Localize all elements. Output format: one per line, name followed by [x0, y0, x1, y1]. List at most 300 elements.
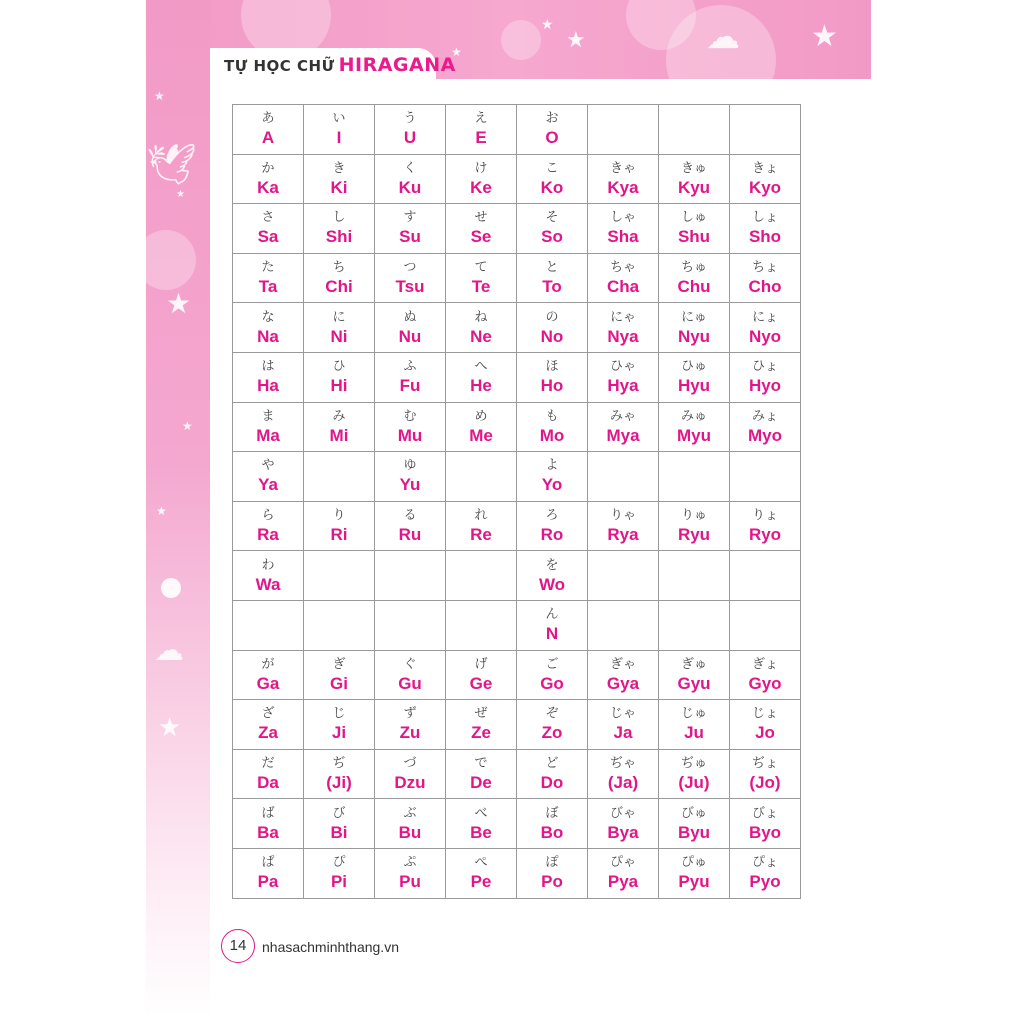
hiragana-character: ちゃ — [609, 260, 636, 276]
kana-cell — [446, 848, 517, 898]
kana-cell — [588, 700, 659, 750]
table-row — [233, 799, 801, 849]
kana-cell — [588, 799, 659, 849]
hiragana-character: び — [332, 805, 346, 821]
kana-cell — [730, 154, 801, 204]
romaji-reading: Pa — [257, 872, 279, 892]
kana-cell — [730, 501, 801, 551]
hiragana-character — [304, 457, 374, 474]
star-icon: ★ — [566, 28, 586, 53]
hiragana-character: ぢ — [332, 756, 346, 772]
hiragana-character: きょ — [751, 160, 778, 176]
kana-cell — [730, 452, 801, 502]
hiragana-character: ば — [261, 805, 275, 821]
star-icon: ★ — [158, 713, 182, 743]
kana-cell — [659, 402, 730, 452]
hiragana-character: にゃ — [610, 309, 636, 325]
romaji-reading: To — [542, 277, 562, 297]
romaji-reading — [304, 623, 374, 644]
hiragana-character: りゅ — [680, 508, 707, 524]
hiragana-character: が — [261, 656, 275, 672]
kana-cell — [517, 799, 588, 849]
kana-cell — [233, 650, 304, 700]
romaji-reading: Ryu — [677, 525, 711, 545]
hiragana-character — [659, 110, 729, 127]
hiragana-character: る — [403, 508, 417, 524]
hiragana-character: ちゅ — [680, 260, 707, 276]
romaji-reading: Na — [257, 326, 279, 346]
romaji-reading: Sho — [748, 227, 782, 247]
romaji-reading: Za — [258, 723, 278, 743]
kana-cell — [375, 105, 446, 155]
romaji-reading: No — [540, 326, 564, 346]
kana-cell — [517, 402, 588, 452]
romaji-reading: Yu — [399, 475, 421, 495]
hiragana-character: を — [545, 557, 559, 573]
table-row — [233, 551, 801, 601]
hiragana-character — [730, 110, 800, 127]
romaji-reading: Cha — [606, 277, 640, 297]
romaji-reading: Nyu — [677, 326, 711, 346]
kana-cell — [659, 551, 730, 601]
hiragana-character: わ — [261, 557, 275, 573]
kana-cell — [588, 749, 659, 799]
romaji-reading: Pu — [399, 872, 421, 892]
kana-cell — [233, 600, 304, 650]
kana-cell — [659, 204, 730, 254]
romaji-reading: I — [336, 128, 342, 148]
kana-cell — [588, 551, 659, 601]
romaji-reading: Rya — [607, 525, 639, 545]
hiragana-character: の — [545, 309, 559, 325]
hiragana-character: ひょ — [751, 359, 778, 375]
kana-cell — [446, 551, 517, 601]
hiragana-character: りょ — [751, 508, 778, 524]
kana-cell — [730, 204, 801, 254]
hiragana-character: げ — [474, 656, 488, 672]
kana-cell — [233, 253, 304, 303]
website-label: nhasachminhthang.vn — [262, 939, 399, 955]
hiragana-character: つ — [403, 260, 417, 276]
kana-cell — [517, 452, 588, 502]
hiragana-character — [233, 606, 303, 623]
hiragana-character: む — [403, 408, 417, 424]
romaji-reading — [233, 623, 303, 644]
kana-cell — [659, 253, 730, 303]
romaji-reading: Po — [541, 872, 563, 892]
romaji-reading: Zu — [399, 723, 421, 743]
kana-cell — [588, 105, 659, 155]
romaji-reading: Ha — [257, 376, 279, 396]
kana-cell — [375, 303, 446, 353]
romaji-reading: Myu — [677, 425, 711, 445]
kana-cell — [446, 253, 517, 303]
kana-cell — [233, 799, 304, 849]
romaji-reading: Jo — [755, 723, 775, 743]
hiragana-character: ぞ — [545, 706, 559, 722]
kana-cell — [304, 650, 375, 700]
hiragana-character: い — [332, 111, 346, 127]
star-icon: ★ — [541, 17, 554, 33]
hiragana-character: りゃ — [609, 508, 636, 524]
kana-cell — [588, 848, 659, 898]
hiragana-character: ふ — [403, 359, 417, 375]
hiragana-character: ず — [403, 706, 417, 722]
hiragana-character: みゅ — [680, 408, 707, 424]
romaji-reading: Shi — [325, 227, 353, 247]
hiragana-character: ぎょ — [751, 656, 778, 672]
kana-cell — [730, 848, 801, 898]
romaji-reading — [659, 623, 729, 644]
romaji-reading: Pyo — [749, 872, 781, 892]
hiragana-character: け — [474, 160, 488, 176]
kana-cell — [446, 600, 517, 650]
table-row — [233, 749, 801, 799]
hiragana-character: ひゅ — [680, 359, 707, 375]
kana-cell — [659, 650, 730, 700]
romaji-reading: Go — [540, 673, 564, 693]
kana-cell — [730, 253, 801, 303]
romaji-reading: Se — [470, 227, 492, 247]
star-icon: ★ — [176, 189, 185, 200]
hiragana-character: ゆ — [403, 458, 417, 474]
romaji-reading: Dzu — [394, 773, 426, 793]
hiragana-character: びゅ — [680, 805, 707, 821]
kana-cell — [304, 352, 375, 402]
hiragana-character: ひ — [332, 359, 346, 375]
kana-cell — [304, 799, 375, 849]
cloud-icon: ☁ — [154, 633, 184, 668]
romaji-reading — [588, 623, 658, 644]
hiragana-character: な — [261, 309, 275, 325]
romaji-reading: Wo — [538, 574, 566, 594]
kana-cell — [446, 501, 517, 551]
star-icon: ★ — [451, 45, 462, 59]
romaji-reading — [446, 474, 516, 495]
hiragana-character — [730, 457, 800, 474]
kana-cell — [517, 352, 588, 402]
kana-cell — [233, 551, 304, 601]
table-row — [233, 452, 801, 502]
romaji-reading: Me — [469, 425, 493, 445]
kana-cell — [233, 204, 304, 254]
hiragana-character: ど — [545, 756, 559, 772]
romaji-reading — [730, 623, 800, 644]
page-title — [224, 54, 456, 82]
kana-cell — [659, 303, 730, 353]
kana-cell — [517, 749, 588, 799]
hiragana-character: じょ — [751, 706, 778, 722]
kana-cell — [446, 799, 517, 849]
hiragana-character — [730, 606, 800, 623]
romaji-reading: Be — [470, 822, 492, 842]
hiragana-character — [659, 606, 729, 623]
romaji-reading — [588, 127, 658, 148]
hiragana-character — [304, 606, 374, 623]
romaji-reading: Hyu — [677, 376, 711, 396]
hiragana-character — [446, 606, 516, 623]
kana-cell — [659, 501, 730, 551]
romaji-reading — [730, 127, 800, 148]
hiragana-character: ぐ — [403, 656, 417, 672]
hiragana-character — [588, 110, 658, 127]
romaji-reading: Re — [470, 525, 492, 545]
kana-cell — [375, 650, 446, 700]
hiragana-character: く — [403, 160, 417, 176]
hiragana-character: ぼ — [545, 805, 559, 821]
kana-cell — [446, 452, 517, 502]
kana-cell — [588, 253, 659, 303]
hiragana-character: きゃ — [609, 160, 636, 176]
kana-cell — [304, 303, 375, 353]
kana-cell — [446, 650, 517, 700]
romaji-reading — [446, 623, 516, 644]
hiragana-character: え — [474, 111, 488, 127]
romaji-reading: Hya — [607, 376, 639, 396]
romaji-reading: Pyu — [678, 872, 710, 892]
hiragana-character: ぷ — [403, 855, 417, 871]
hiragana-character: ぴゅ — [680, 855, 707, 871]
romaji-reading: Ma — [256, 425, 280, 445]
romaji-reading: Gya — [606, 673, 640, 693]
romaji-reading: Chi — [325, 277, 353, 297]
hiragana-character: じゃ — [609, 706, 636, 722]
kana-cell — [375, 452, 446, 502]
romaji-reading: Kyo — [748, 177, 782, 197]
hiragana-character: あ — [261, 111, 275, 127]
kana-cell — [517, 303, 588, 353]
hiragana-character: き — [332, 160, 346, 176]
romaji-reading — [446, 574, 516, 595]
romaji-reading: Ga — [256, 673, 280, 693]
hiragana-character: ぜ — [474, 706, 488, 722]
hiragana-character: ぴゃ — [609, 855, 636, 871]
hiragana-character: じゅ — [680, 706, 707, 722]
kana-cell — [588, 204, 659, 254]
kana-cell — [304, 402, 375, 452]
hiragana-character: にょ — [752, 309, 778, 325]
kana-cell — [446, 105, 517, 155]
romaji-reading: Ge — [469, 673, 493, 693]
romaji-reading: E — [475, 128, 487, 148]
kana-cell — [659, 452, 730, 502]
kana-cell — [233, 154, 304, 204]
hiragana-character: しゅ — [680, 210, 707, 226]
romaji-reading — [375, 574, 445, 595]
kana-cell — [588, 650, 659, 700]
romaji-reading: Ki — [330, 177, 348, 197]
hiragana-character: ら — [261, 508, 275, 524]
hiragana-character: お — [545, 111, 559, 127]
romaji-reading: A — [261, 128, 275, 148]
hiragana-character — [588, 457, 658, 474]
hiragana-character: や — [261, 458, 275, 474]
hiragana-character: じ — [332, 706, 346, 722]
hiragana-table — [232, 104, 801, 899]
romaji-reading: Kya — [607, 177, 639, 197]
kana-cell — [730, 402, 801, 452]
table-row — [233, 303, 801, 353]
kana-cell — [375, 154, 446, 204]
romaji-reading: Su — [399, 227, 421, 247]
kana-cell — [233, 352, 304, 402]
romaji-reading: Myo — [748, 425, 782, 445]
romaji-reading: Chu — [677, 277, 711, 297]
kana-cell — [730, 551, 801, 601]
kana-cell — [304, 600, 375, 650]
hiragana-character: ほ — [545, 359, 559, 375]
romaji-reading: Sa — [257, 227, 279, 247]
table-row — [233, 501, 801, 551]
romaji-reading: Gyu — [677, 673, 711, 693]
romaji-reading: So — [541, 227, 563, 247]
kana-cell — [588, 600, 659, 650]
romaji-reading: Ta — [258, 277, 278, 297]
table-row — [233, 848, 801, 898]
romaji-reading — [730, 474, 800, 495]
romaji-reading: Yo — [541, 475, 563, 495]
kana-cell — [517, 600, 588, 650]
romaji-reading: Hyo — [748, 376, 782, 396]
romaji-reading: Cho — [748, 277, 782, 297]
romaji-reading: He — [470, 376, 492, 396]
hiragana-character — [588, 557, 658, 574]
romaji-reading: Nu — [398, 326, 422, 346]
hiragana-character — [659, 557, 729, 574]
romaji-reading — [730, 574, 800, 595]
romaji-reading: Ze — [471, 723, 491, 743]
romaji-reading: Shu — [677, 227, 711, 247]
romaji-reading: Fu — [399, 376, 421, 396]
hiragana-character: は — [261, 359, 275, 375]
table-row — [233, 352, 801, 402]
kana-cell — [730, 303, 801, 353]
romaji-reading: Byo — [748, 822, 782, 842]
kana-cell — [375, 352, 446, 402]
hiragana-character: ちょ — [751, 260, 778, 276]
hiragana-character — [375, 606, 445, 623]
kana-cell — [730, 799, 801, 849]
kana-cell — [304, 848, 375, 898]
romaji-reading: Gyo — [748, 673, 782, 693]
romaji-reading: Ka — [257, 177, 279, 197]
kana-cell — [233, 303, 304, 353]
hiragana-character: みゃ — [609, 408, 636, 424]
hiragana-character: ひゃ — [609, 359, 636, 375]
kana-cell — [517, 650, 588, 700]
kana-cell — [233, 501, 304, 551]
romaji-reading: Zo — [541, 723, 563, 743]
hiragana-character — [446, 457, 516, 474]
romaji-reading: (Ji) — [326, 773, 352, 793]
romaji-reading — [588, 474, 658, 495]
hiragana-character: ぺ — [474, 855, 488, 871]
hiragana-character: ま — [261, 408, 275, 424]
cloud-icon: ☁ — [706, 17, 740, 57]
kana-cell — [446, 749, 517, 799]
hiragana-character: に — [332, 309, 346, 325]
star-icon: ★ — [156, 504, 167, 518]
star-icon: ★ — [811, 19, 838, 54]
hiragana-character: しょ — [751, 210, 778, 226]
kana-cell — [233, 402, 304, 452]
kana-cell — [233, 700, 304, 750]
kana-cell — [659, 352, 730, 402]
romaji-reading — [659, 474, 729, 495]
hiragana-character: り — [332, 508, 346, 524]
bubble-decoration — [501, 20, 541, 60]
romaji-reading — [659, 127, 729, 148]
romaji-reading: Kyu — [677, 177, 711, 197]
kana-cell — [375, 600, 446, 650]
romaji-reading: Da — [257, 773, 279, 793]
title-prefix: TỰ HỌC CHỮ — [224, 57, 335, 75]
hiragana-character: せ — [474, 210, 488, 226]
table-row — [233, 700, 801, 750]
hiragana-character: ざ — [261, 706, 275, 722]
romaji-reading — [659, 574, 729, 595]
hiragana-character: ご — [545, 656, 559, 672]
kana-cell — [375, 402, 446, 452]
bubble-decoration — [146, 230, 196, 290]
hiragana-table-body — [233, 105, 801, 899]
romaji-reading: Do — [540, 773, 564, 793]
kana-cell — [233, 105, 304, 155]
kana-cell — [588, 452, 659, 502]
romaji-reading: (Ja) — [607, 773, 639, 793]
romaji-reading: Wa — [255, 574, 281, 594]
kana-cell — [304, 154, 375, 204]
kana-cell — [233, 848, 304, 898]
hiragana-character: びょ — [751, 805, 778, 821]
kana-cell — [375, 501, 446, 551]
hiragana-character — [446, 557, 516, 574]
kana-cell — [730, 650, 801, 700]
romaji-reading: Ji — [331, 723, 347, 743]
decorative-side-band — [146, 0, 210, 1017]
hiragana-character: ぢゃ — [609, 756, 636, 772]
kana-cell — [517, 154, 588, 204]
hiragana-character: み — [332, 408, 346, 424]
kana-cell — [659, 105, 730, 155]
kana-cell — [446, 303, 517, 353]
table-row — [233, 402, 801, 452]
romaji-reading: Pya — [607, 872, 639, 892]
romaji-reading: Ju — [684, 723, 704, 743]
romaji-reading: Ni — [330, 326, 348, 346]
kana-cell — [304, 749, 375, 799]
romaji-reading: Ro — [540, 525, 564, 545]
kana-cell — [446, 154, 517, 204]
hiragana-character: ぽ — [545, 855, 559, 871]
hiragana-character: みょ — [751, 408, 778, 424]
hiragana-character: よ — [545, 458, 559, 474]
kana-cell — [517, 848, 588, 898]
romaji-reading: Pe — [470, 872, 492, 892]
romaji-reading: Pi — [330, 872, 348, 892]
table-row — [233, 650, 801, 700]
hiragana-character: ぴょ — [751, 855, 778, 871]
kana-cell — [304, 501, 375, 551]
star-icon: ★ — [182, 419, 193, 433]
romaji-reading: Mi — [329, 425, 349, 445]
page-number: 14 — [221, 929, 255, 963]
hiragana-character — [304, 557, 374, 574]
hiragana-character: ん — [545, 607, 559, 623]
kana-cell — [446, 402, 517, 452]
romaji-reading: (Ju) — [678, 773, 710, 793]
kana-cell — [375, 749, 446, 799]
